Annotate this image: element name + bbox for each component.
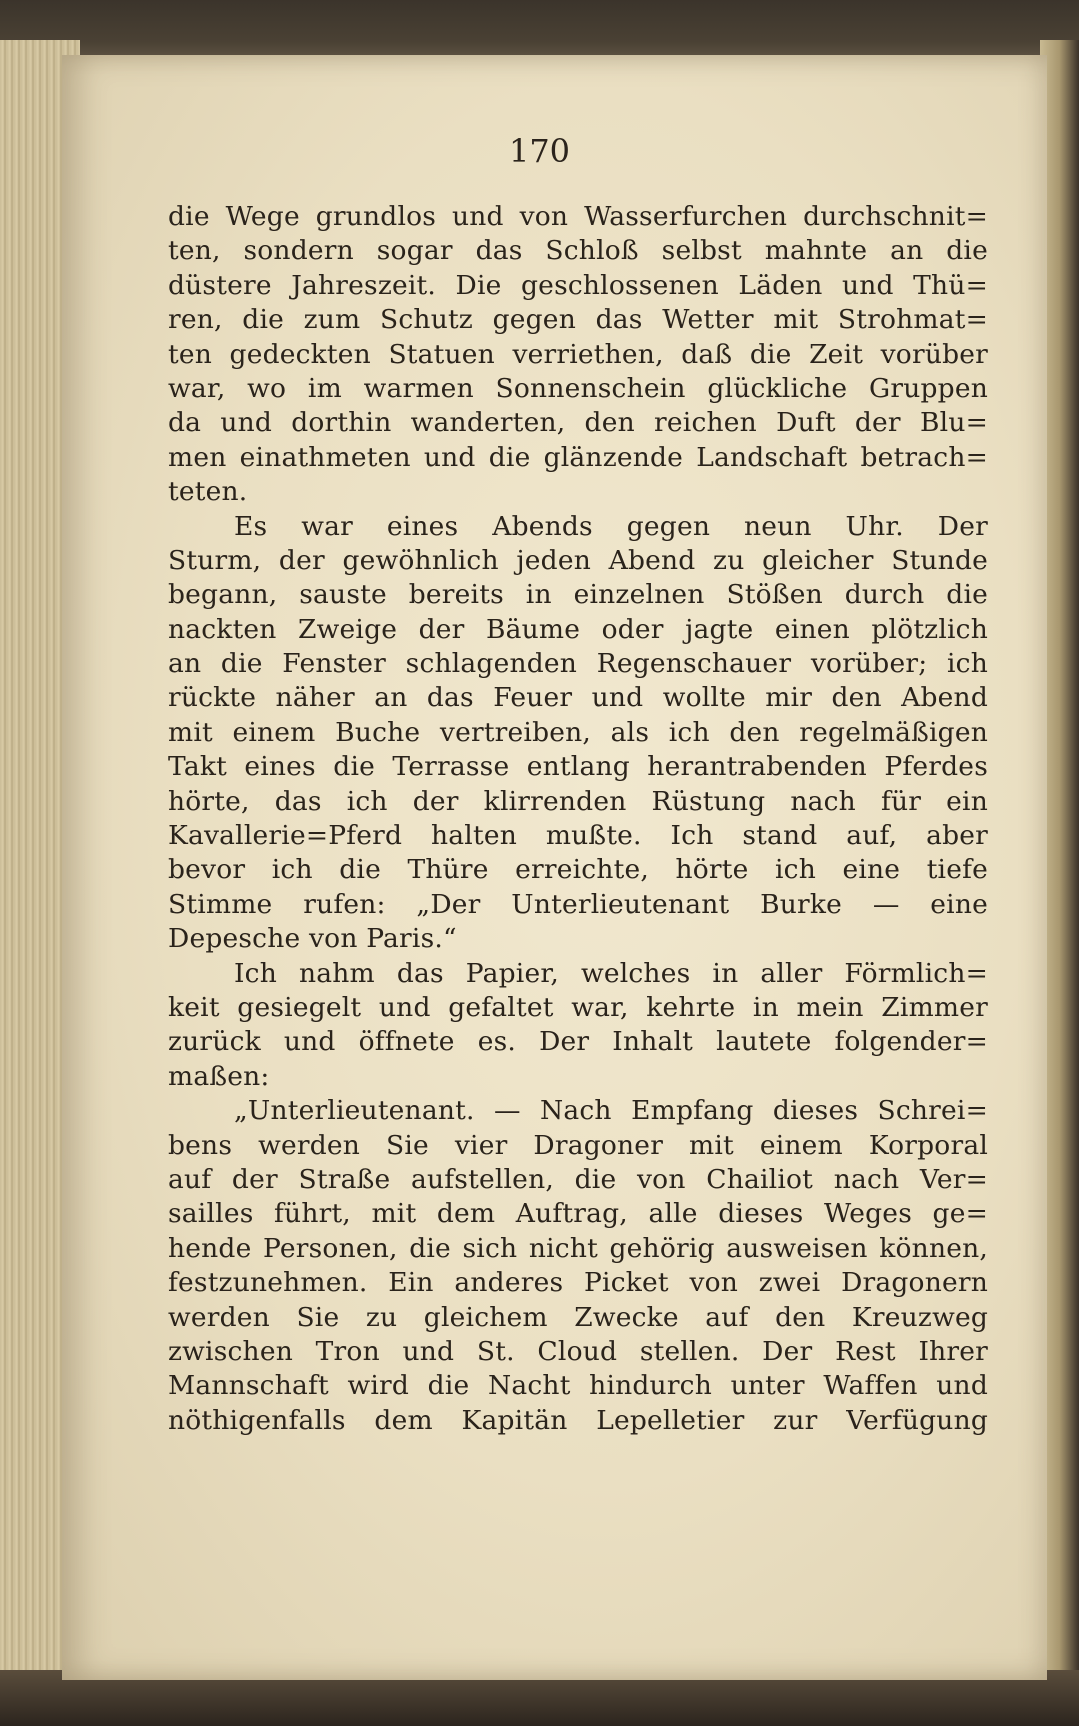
text-line: teten. xyxy=(168,476,248,508)
text-line: nackten Zweige der Bäume oder jagte einen plötzlich xyxy=(168,613,988,645)
text-line: nöthigenfalls dem Kapitän Lepelletier zur Verfügung xyxy=(168,1404,988,1436)
text-line: maßen: xyxy=(168,1060,270,1092)
text-line: begann, sauste bereits in einzelnen Stößen durch die xyxy=(168,579,988,611)
text-line: düstere Jahreszeit. Die geschlossenen Läden und Thü= xyxy=(168,269,988,301)
text-line: bens werden Sie vier Dragoner mit einem Korporal xyxy=(168,1129,988,1161)
text-line: rückte näher an das Feuer und wollte mir den Abend xyxy=(168,682,988,714)
text-line: ten, sondern sogar das Schloß selbst mahnte an die xyxy=(168,235,988,267)
text-line: Takt eines die Terrasse entlang herantrabenden Pferdes xyxy=(168,751,988,783)
text-line: keit gesiegelt und gefaltet war, kehrte in mein Zimmer xyxy=(168,991,988,1023)
text-line: ten gedeckten Statuen verriethen, daß die Zeit vorüber xyxy=(168,338,988,370)
text-line: hörte, das ich der klirrenden Rüstung nach für ein xyxy=(168,785,988,817)
text-line: an die Fenster schlagenden Regenschauer vorüber; ich xyxy=(168,648,988,680)
text-line: Es war eines Abends gegen neun Uhr. Der xyxy=(234,510,988,542)
text-line: bevor ich die Thüre erreichte, hörte ich eine tiefe xyxy=(168,854,988,886)
text-line: Mannschaft wird die Nacht hindurch unter Waffen und xyxy=(168,1370,988,1402)
text-line: die Wege grundlos und von Wasserfurchen durchschnit= xyxy=(168,201,988,232)
text-line: mit einem Buche vertreiben, als ich den regelmäßigen xyxy=(168,716,988,748)
text-line: hende Personen, die sich nicht gehörig ausweisen können, xyxy=(168,1232,988,1264)
text-line: sailles führt, mit dem Auftrag, alle dieses Weges ge= xyxy=(168,1198,988,1230)
text-line: zurück und öffnete es. Der Inhalt lautete folgender= xyxy=(168,1026,988,1058)
text-line: Ich nahm das Papier, welches in aller Förmlich= xyxy=(234,957,988,989)
body-text xyxy=(168,200,988,1438)
text-line: da und dorthin wanderten, den reichen Duft der Blu= xyxy=(168,407,988,439)
text-line: zwischen Tron und St. Cloud stellen. Der Rest Ihrer xyxy=(168,1335,988,1367)
page-number: 170 xyxy=(508,132,571,170)
text-line: Sturm, der gewöhnlich jeden Abend zu gleicher Stunde xyxy=(168,544,988,576)
text-line: auf der Straße aufstellen, die von Chailiot nach Ver= xyxy=(168,1163,988,1195)
text-line: Depesche von Paris.“ xyxy=(168,923,457,955)
text-line: Stimme rufen: „Der Unterlieutenant Burke — eine xyxy=(168,888,988,920)
text-line: Kavallerie=Pferd halten mußte. Ich stand auf, aber xyxy=(168,820,988,852)
text-line: men einathmeten und die glänzende Landschaft betrach= xyxy=(168,441,988,473)
text-line: werden Sie zu gleichem Zwecke auf den Kreuzweg xyxy=(168,1301,988,1333)
text-line: war, wo im warmen Sonnenschein glückliche Gruppen xyxy=(168,372,988,404)
text-line: ren, die zum Schutz gegen das Wetter mit Strohmat= xyxy=(168,304,988,336)
text-line: festzunehmen. Ein anderes Picket von zwei Dragonern xyxy=(168,1267,988,1299)
text-line: „Unterlieutenant. — Nach Empfang dieses Schrei= xyxy=(234,1095,988,1127)
